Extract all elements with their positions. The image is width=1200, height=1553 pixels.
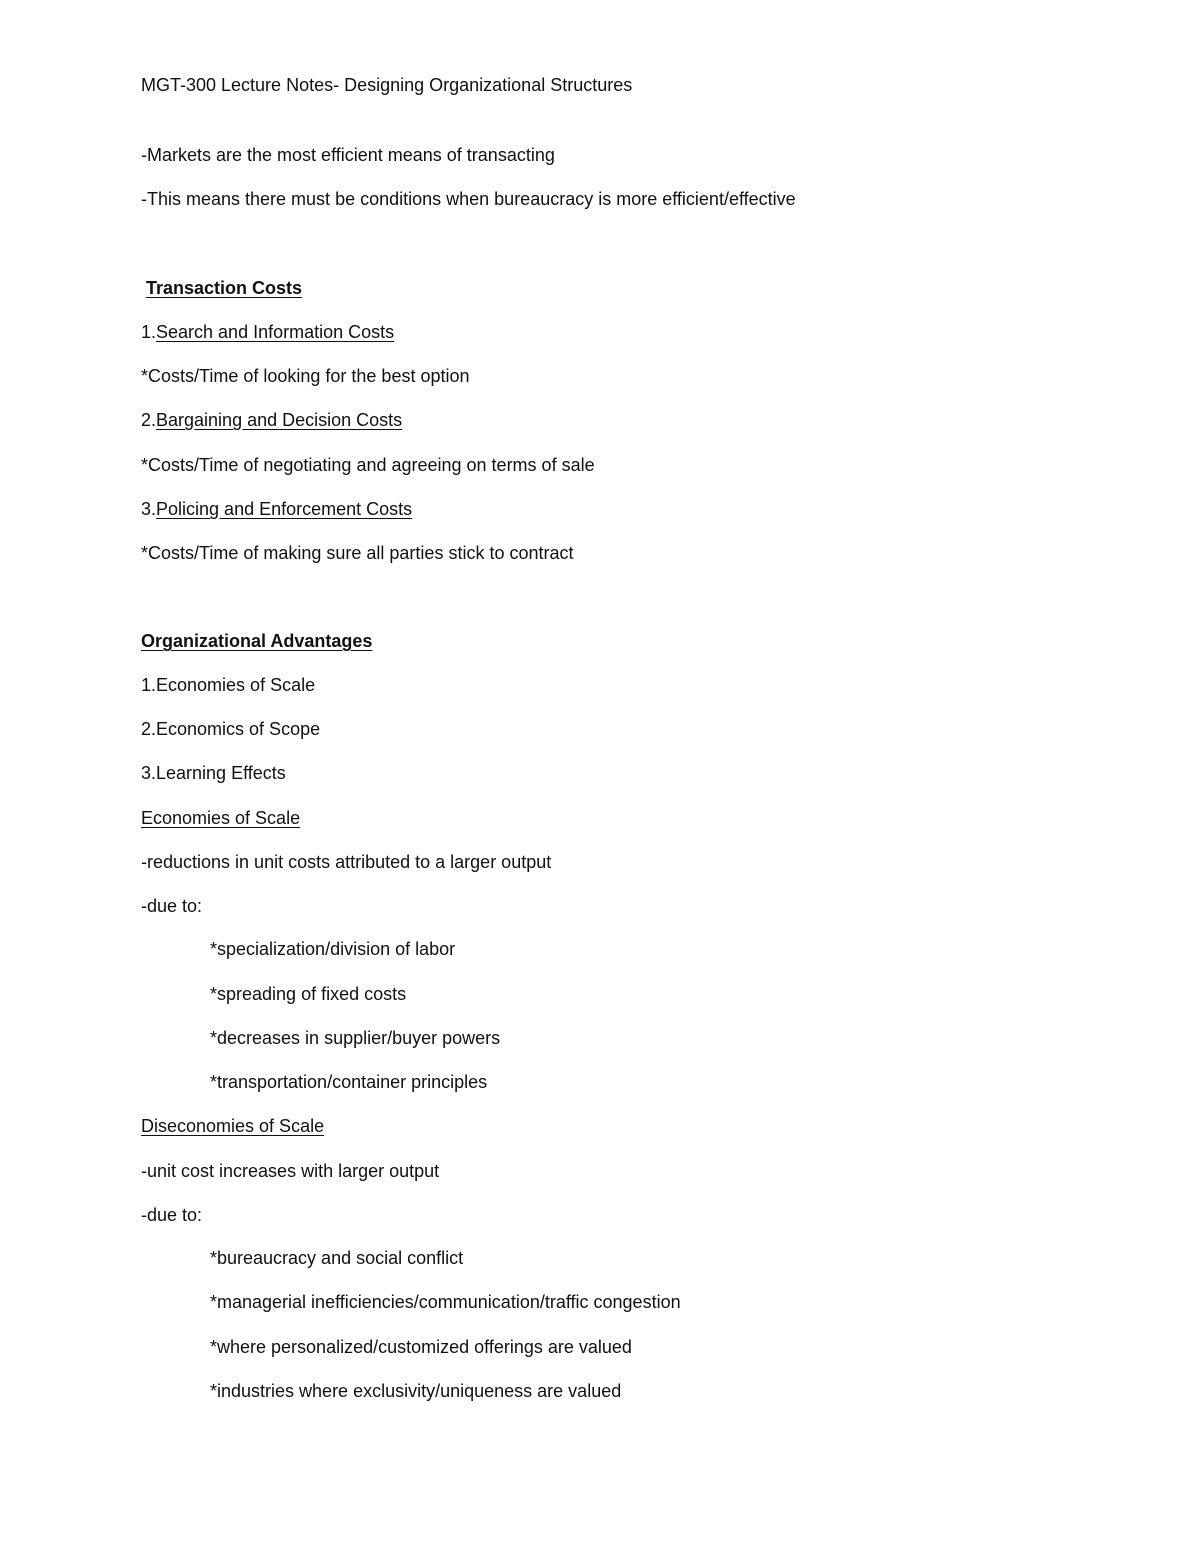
organizational-advantages-heading: Organizational Advantages [141, 631, 373, 651]
transaction-cost-item-1 [141, 321, 394, 343]
diseconomies-reason-2: *managerial inefficiencies/communication/traffic congestion [210, 1292, 681, 1312]
economies-reason-4: *transportation/container principles [210, 1072, 488, 1092]
economies-reason-1: *specialization/division of labor [210, 939, 456, 959]
diseconomies-reason-1: *bureaucracy and social conflict [210, 1248, 464, 1268]
economies-due-to: -due to: [141, 896, 203, 916]
transaction-cost-detail-1: *Costs/Time of looking for the best option [141, 366, 470, 386]
diseconomies-reason-4: *industries where exclusivity/uniqueness are valued [210, 1381, 622, 1401]
transaction-costs-heading: Transaction Costs [146, 278, 303, 298]
item-number: 1. [141, 322, 157, 342]
transaction-cost-item-2 [141, 409, 402, 431]
economies-reason-2: *spreading of fixed costs [210, 984, 407, 1004]
transaction-cost-item-3 [141, 498, 412, 520]
advantage-item-1: 1.Economies of Scale [141, 675, 316, 695]
item-title: Search and Information Costs [156, 322, 395, 342]
diseconomies-of-scale-heading: Diseconomies of Scale [141, 1116, 325, 1136]
item-number: 3. [141, 499, 157, 519]
item-title: Bargaining and Decision Costs [156, 410, 403, 430]
advantage-item-3: 3.Learning Effects [141, 763, 286, 783]
transaction-cost-detail-2: *Costs/Time of negotiating and agreeing on terms of sale [141, 455, 595, 475]
item-number: 2. [141, 410, 157, 430]
item-title: Policing and Enforcement Costs [156, 499, 413, 519]
advantage-item-2: 2.Economics of Scope [141, 719, 321, 739]
economies-definition: -reductions in unit costs attributed to a larger output [141, 852, 552, 872]
intro-line-1: -Markets are the most efficient means of transacting [141, 145, 555, 165]
economies-of-scale-heading: Economies of Scale [141, 808, 301, 828]
economies-reason-3: *decreases in supplier/buyer powers [210, 1028, 501, 1048]
diseconomies-reason-3: *where personalized/customized offerings are valued [210, 1337, 632, 1357]
diseconomies-definition: -unit cost increases with larger output [141, 1161, 440, 1181]
intro-line-2: -This means there must be conditions when bureaucracy is more efficient/effective [141, 189, 796, 209]
transaction-cost-detail-3: *Costs/Time of making sure all parties stick to contract [141, 543, 574, 563]
document-title: MGT-300 Lecture Notes- Designing Organizational Structures [141, 75, 633, 95]
diseconomies-due-to: -due to: [141, 1205, 203, 1225]
